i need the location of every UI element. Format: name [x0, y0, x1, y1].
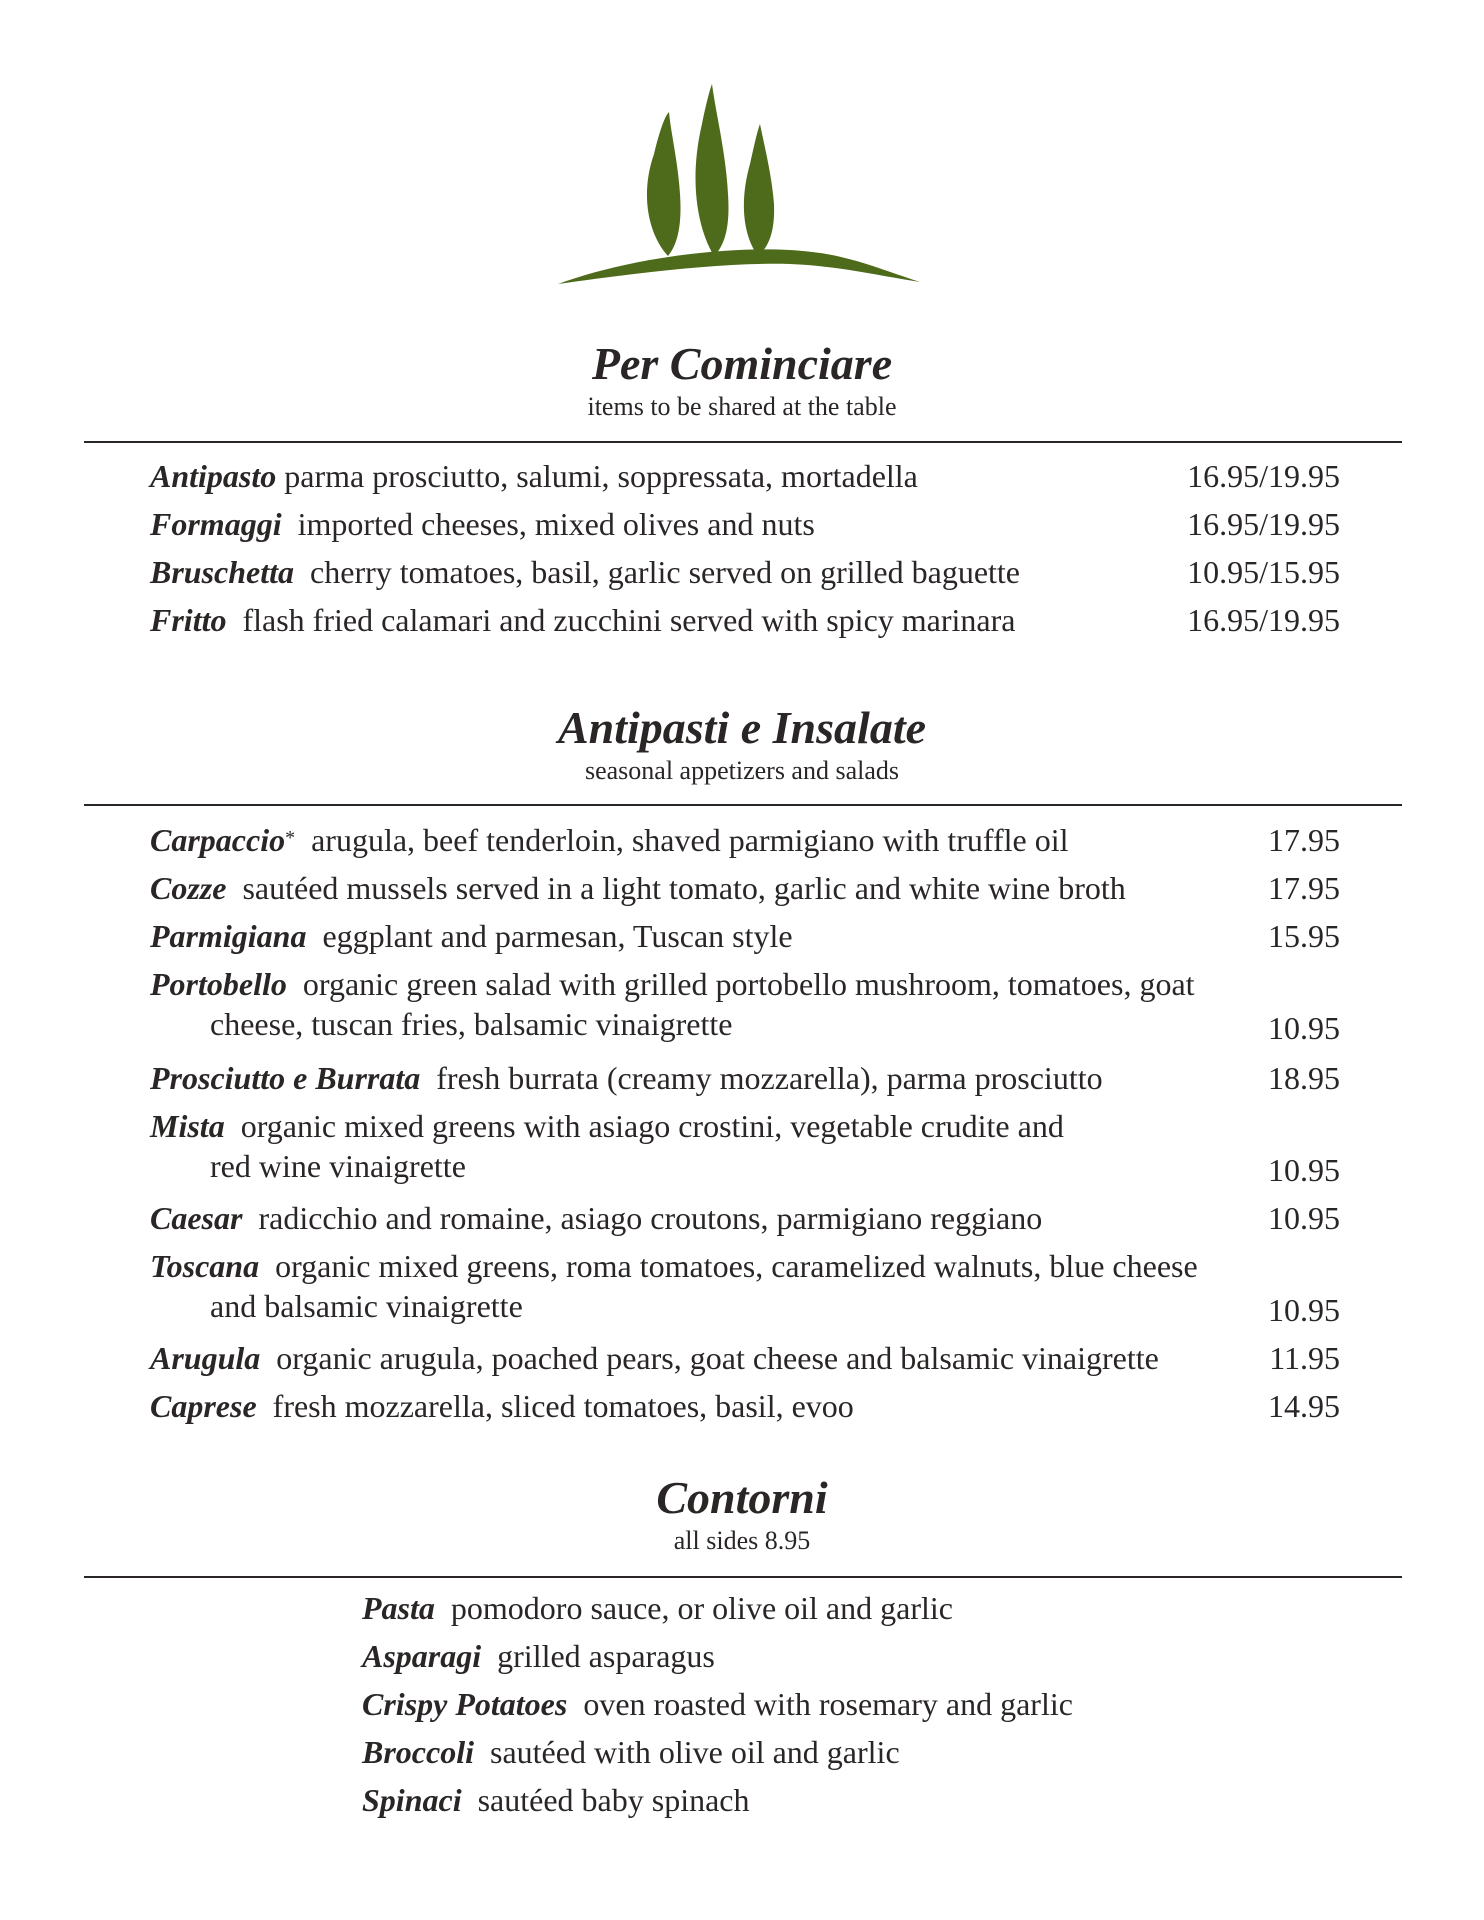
section-divider [84, 1576, 1402, 1578]
item-name: Broccoli [362, 1734, 474, 1770]
item-desc: flash fried calamari and zucchini served with spicy marinara [242, 602, 1016, 638]
item-desc: sautéed baby spinach [477, 1782, 750, 1818]
item-price: 17.95 [1268, 822, 1340, 858]
item-name: Prosciutto e Burrata [150, 1060, 421, 1096]
side-item-spinaci [362, 1780, 1262, 1820]
item-price: 10.95 [1268, 1200, 1340, 1236]
item-name: Bruschetta [150, 554, 295, 590]
item-name: Cozze [150, 870, 227, 906]
item-desc: arugula, beef tenderloin, shaved parmigiano with truffle oil [311, 822, 1069, 858]
item-price: 16.95/19.95 [1187, 602, 1340, 638]
menu-item-prosciutto-e-burrata [150, 1058, 1340, 1098]
section-title-antipasti-e-insalate: Antipasti e Insalate [557, 702, 927, 753]
item-desc: organic mixed greens with asiago crostini, vegetable crudite and [240, 1108, 1064, 1144]
item-name: Mista [150, 1108, 225, 1144]
item-name: Formaggi [150, 506, 282, 542]
menu-item-caesar [150, 1198, 1340, 1238]
cypress-trees-logo-icon [550, 84, 930, 294]
item-name: Fritto [150, 602, 227, 638]
item-desc-continued: red wine vinaigrette [210, 1148, 466, 1184]
item-name: Portobello [150, 966, 287, 1002]
menu-item-caprese [150, 1386, 1340, 1426]
section-subtitle-per-cominciare: items to be shared at the table [587, 392, 897, 421]
item-name: Arugula [150, 1340, 261, 1376]
menu-item-parmigiana [150, 916, 1340, 956]
item-name: Pasta [362, 1590, 435, 1626]
item-price: 16.95/19.95 [1187, 458, 1340, 494]
menu-item-carpaccio [150, 820, 1340, 860]
side-item-asparagi [362, 1636, 1262, 1676]
item-price: 11.95 [1269, 1340, 1340, 1376]
menu-item-cozze [150, 868, 1340, 908]
item-name: Spinaci [362, 1782, 462, 1818]
item-desc: organic mixed greens, roma tomatoes, caramelized walnuts, blue cheese [275, 1248, 1198, 1284]
item-desc: fresh burrata (creamy mozzarella), parma prosciutto [436, 1060, 1103, 1096]
menu-item-bruschetta [150, 552, 1340, 592]
menu-item-portobello [150, 964, 1340, 1044]
side-item-crispy-potatoes [362, 1684, 1262, 1724]
item-mark: * [285, 827, 296, 849]
menu-item-mista [150, 1106, 1340, 1186]
item-desc: eggplant and parmesan, Tuscan style [322, 918, 793, 954]
section-subtitle-contorni: all sides 8.95 [673, 1526, 811, 1555]
menu-item-antipasto [150, 456, 1340, 496]
item-price: 10.95 [1268, 1292, 1340, 1328]
menu-item-toscana [150, 1246, 1340, 1326]
logo [550, 84, 930, 294]
item-price: 14.95 [1268, 1388, 1340, 1424]
item-name: Carpaccio [150, 822, 286, 858]
item-desc: oven roasted with rosemary and garlic [583, 1686, 1073, 1722]
item-price: 18.95 [1268, 1060, 1340, 1096]
item-name: Caprese [150, 1388, 257, 1424]
item-desc-continued: and balsamic vinaigrette [210, 1288, 523, 1324]
item-name: Toscana [150, 1248, 260, 1284]
menu-item-fritto [150, 600, 1340, 640]
item-desc: fresh mozzarella, sliced tomatoes, basil, evoo [272, 1388, 854, 1424]
item-price: 10.95 [1268, 1152, 1340, 1188]
item-name: Asparagi [362, 1638, 482, 1674]
section-divider [84, 441, 1402, 443]
item-desc: organic green salad with grilled portobello mushroom, tomatoes, goat [302, 966, 1195, 1002]
item-desc: radicchio and romaine, asiago croutons, parmigiano reggiano [258, 1200, 1043, 1236]
item-name: Caesar [150, 1200, 243, 1236]
item-desc: imported cheeses, mixed olives and nuts [297, 506, 815, 542]
menu-item-arugula [150, 1338, 1340, 1378]
item-name: Antipasto [150, 458, 277, 494]
item-desc: organic arugula, poached pears, goat cheese and balsamic vinaigrette [276, 1340, 1159, 1376]
item-desc-continued: cheese, tuscan fries, balsamic vinaigrette [210, 1006, 733, 1042]
item-desc: pomodoro sauce, or olive oil and garlic [450, 1590, 953, 1626]
section-subtitle-antipasti-e-insalate: seasonal appetizers and salads [584, 756, 900, 785]
section-title-per-cominciare: Per Cominciare [591, 338, 893, 389]
item-price: 15.95 [1268, 918, 1340, 954]
item-price: 17.95 [1268, 870, 1340, 906]
side-item-pasta [362, 1588, 1262, 1628]
section-title-contorni: Contorni [656, 1472, 828, 1523]
item-name: Parmigiana [150, 918, 307, 954]
item-desc: sautéed mussels served in a light tomato, garlic and white wine broth [242, 870, 1126, 906]
item-name: Crispy Potatoes [362, 1686, 568, 1722]
section-divider [84, 804, 1402, 806]
item-desc: cherry tomatoes, basil, garlic served on grilled baguette [310, 554, 1020, 590]
menu-item-formaggi [150, 504, 1340, 544]
item-desc: parma prosciutto, salumi, soppressata, mortadella [284, 458, 918, 494]
item-price: 10.95/15.95 [1187, 554, 1340, 590]
item-desc: grilled asparagus [497, 1638, 715, 1674]
item-desc: sautéed with olive oil and garlic [489, 1734, 900, 1770]
item-price: 16.95/19.95 [1187, 506, 1340, 542]
side-item-broccoli [362, 1732, 1262, 1772]
item-price: 10.95 [1268, 1010, 1340, 1046]
